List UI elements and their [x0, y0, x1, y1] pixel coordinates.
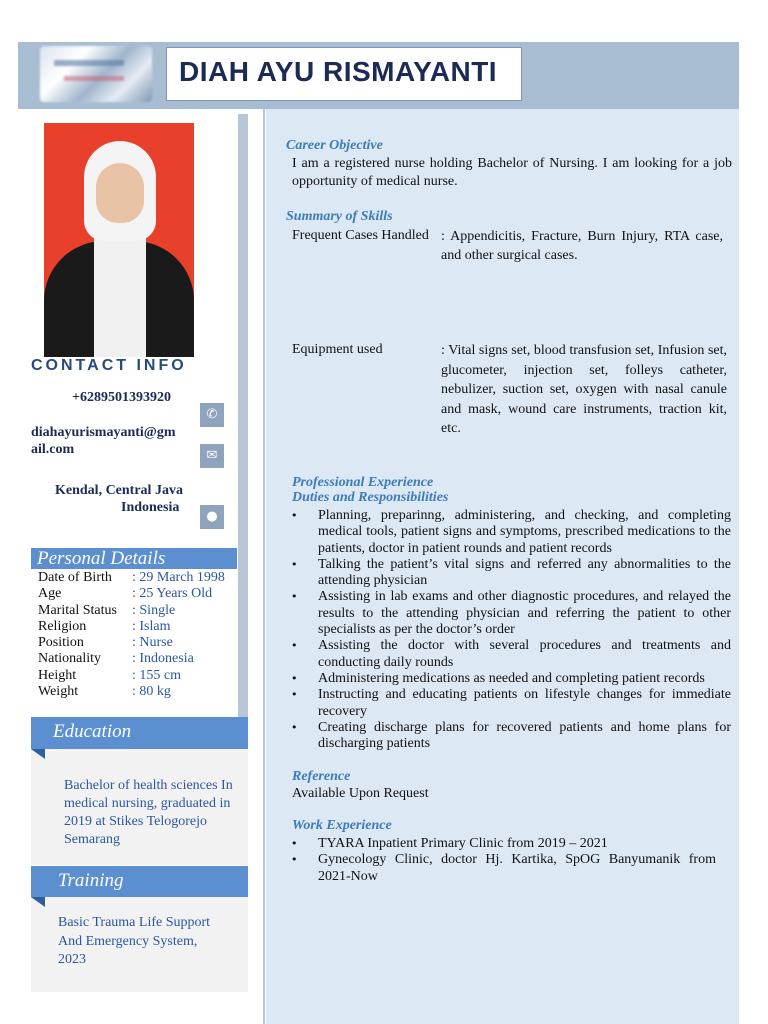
personal-row — [38, 651, 225, 667]
skills-equipment-value: : Vital signs set, blood transfusion set, Infusion set, glucometer, injection set, folleys catheter, nebulizer, suction set, oxygen with nasal canule and mask, wound care instruments, traction kit, etc. — [441, 343, 727, 436]
personal-key: Height — [38, 667, 77, 683]
mail-icon: ✉ — [200, 444, 224, 468]
education-heading: Education — [31, 717, 248, 749]
phone-icon: ✆ — [200, 403, 224, 427]
reference-heading: Reference — [292, 769, 351, 784]
skills-cases-value: : Appendicitis, Fracture, Burn Injury, RTA case, and other surgical cases. — [441, 229, 723, 263]
education-text: Bachelor of health sciences In medical nursing, graduated in 2019 at Stikes Telogorejo Semarang — [64, 778, 233, 847]
personal-row — [38, 586, 225, 602]
training-text: Basic Trauma Life Support And Emergency System, 2023 — [58, 915, 211, 967]
list-item: • Instructing and educating patients on lifestyle changes for immediate recovery — [291, 687, 731, 720]
personal-key: Age — [38, 586, 62, 602]
contact-info-heading: CONTACT INFO — [31, 357, 187, 374]
location-pin-icon: ● — [200, 505, 224, 529]
personal-row — [38, 570, 225, 586]
list-item: • Gynecology Clinic, doctor Hj. Kartika, SpOG Banyumanik from 2021-Now — [291, 852, 716, 885]
personal-value: : Nurse — [132, 635, 173, 651]
personal-key: Marital Status — [38, 602, 117, 618]
contact-phone: +6289501393920 — [72, 390, 171, 405]
list-item: • Planning, preparinng, administering, and checking, and completing medical tools, patient signs and symptoms, prescribed medications to the patients, doctor in patient rounds and patient records — [291, 508, 731, 557]
personal-key: Weight — [38, 684, 79, 700]
personal-row — [38, 668, 225, 684]
profile-photo — [44, 123, 194, 357]
personal-key: Nationality — [38, 651, 101, 667]
contact-email: diahayurismayanti@gmail.com — [31, 425, 176, 457]
list-item: • TYARA Inpatient Primary Clinic from 2019 – 2021 — [291, 836, 716, 852]
duties-heading: Duties and Responsibilities — [292, 490, 449, 505]
left-column-divider — [238, 114, 248, 718]
training-heading: Training — [31, 866, 248, 897]
personal-value: : 25 Years Old — [132, 586, 213, 602]
skills-cases-label: Frequent Cases Handled — [292, 228, 429, 243]
personal-details-heading: Personal Details — [31, 548, 237, 569]
personal-value: : Single — [132, 602, 176, 618]
personal-key: Position — [38, 635, 84, 651]
list-item: • Creating discharge plans for recovered patients and home plans for discharging patients — [291, 720, 731, 753]
contact-location-country: Indonesia — [121, 500, 180, 515]
personal-row — [38, 635, 225, 651]
skills-heading: Summary of Skills — [286, 209, 393, 224]
personal-key: Date of Birth — [38, 570, 112, 585]
contact-location-city: Kendal, Central Java — [55, 483, 183, 498]
personal-value: : Islam — [132, 618, 171, 634]
education-ribbon-fold — [31, 749, 45, 759]
candidate-name: DIAH AYU RISMAYANTI — [179, 56, 498, 87]
work-experience-list — [291, 836, 716, 885]
personal-value: : 155 cm — [132, 667, 181, 683]
personal-value: : 80 kg — [132, 684, 171, 700]
header-logo-image — [40, 46, 152, 102]
list-item: • Administering medications as needed and completing patient records — [291, 671, 731, 687]
career-objective-text: I am a registered nurse holding Bachelor of Nursing. I am looking for a job opportunity of medical nurse. — [292, 156, 732, 189]
personal-value: : 29 March 1998 — [132, 570, 225, 585]
personal-key: Religion — [38, 618, 87, 634]
list-item: • Assisting in lab exams and other diagnostic procedures, and relayed the results to the attending physician and referring the patient to other specialists as per the doctor’s order — [291, 589, 731, 638]
personal-value: : Indonesia — [132, 651, 194, 667]
skills-equipment-label: Equipment used — [292, 342, 383, 357]
personal-row — [38, 603, 225, 619]
duties-list — [291, 508, 731, 752]
personal-row — [38, 619, 225, 635]
personal-row — [38, 684, 225, 700]
list-item: • Assisting the doctor with several procedures and treatments and conducting daily rounds — [291, 638, 731, 671]
list-item: • Talking the patient’s vital signs and referred any abnormalities to the attending physician — [291, 557, 731, 590]
column-separator — [263, 109, 265, 1024]
reference-text: Available Upon Request — [292, 786, 429, 801]
work-experience-heading: Work Experience — [292, 818, 392, 833]
training-ribbon-fold — [31, 897, 45, 907]
career-objective-heading: Career Objective — [286, 138, 383, 153]
professional-experience-heading: Professional Experience — [292, 475, 434, 490]
name-box — [166, 47, 522, 101]
personal-details-table — [38, 570, 225, 700]
